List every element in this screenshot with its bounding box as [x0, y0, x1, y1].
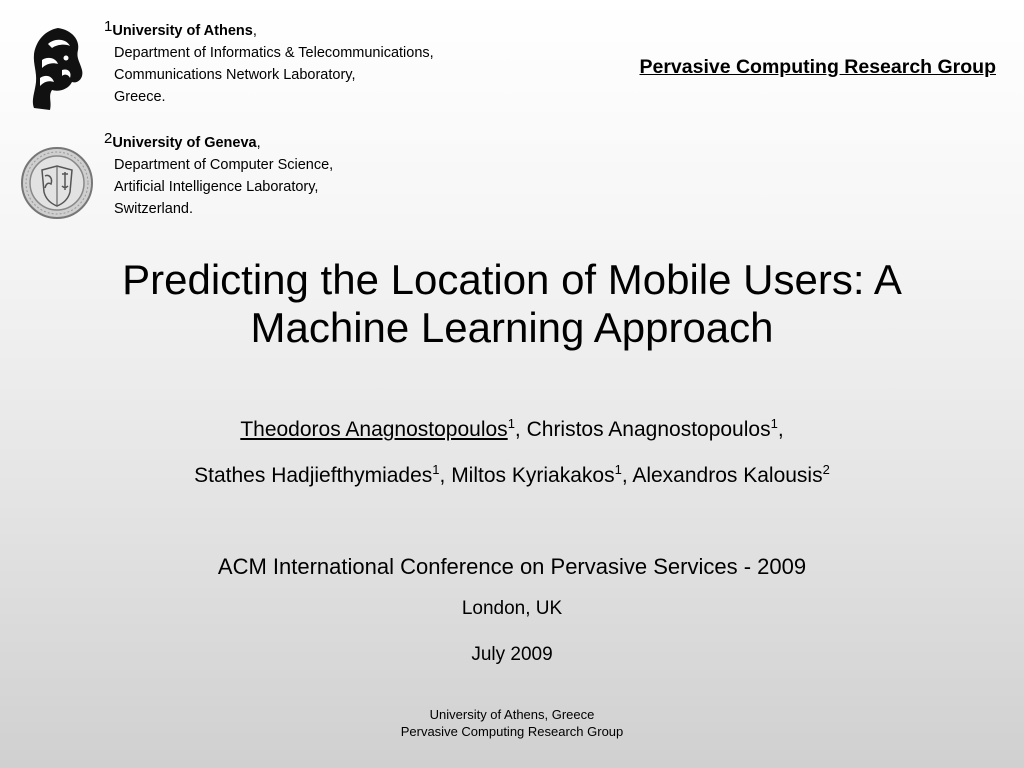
- author-marker: 1: [507, 416, 515, 431]
- author-name: Theodoros Anagnostopoulos: [240, 418, 508, 441]
- geneva-seal-icon: [20, 146, 94, 220]
- title-line-1: Predicting the Location of Mobile Users: A: [122, 256, 902, 303]
- authors-line-2: Stathes Hadjiefthymiades$^1$, Miltos Kyriakakos$^1$, Alexandros Kalousis$^2$: [194, 462, 830, 487]
- title-line-2: Machine Learning Approach: [250, 304, 774, 351]
- author-name: Christos Anagnostopoulos: [526, 418, 771, 441]
- author-marker: 1: [614, 462, 622, 477]
- author-marker: 1: [770, 416, 778, 431]
- affiliation-geneva: $^2$University of Geneva, Department of Computer Science, Artificial Intelligence Laboratory, Switzerland.: [104, 132, 333, 220]
- research-group-title: Pervasive Computing Research Group: [639, 56, 996, 78]
- affiliation-name: University of Geneva: [112, 135, 257, 151]
- athens-seal-icon: [28, 26, 88, 112]
- author-name: Stathes Hadjiefthymiades: [194, 464, 433, 487]
- footer-line-1: University of Athens, Greece: [429, 707, 595, 722]
- footer-line-2: Pervasive Computing Research Group: [400, 724, 624, 739]
- author-name: Miltos Kyriakakos: [451, 464, 615, 487]
- affiliation-line: Switzerland.: [114, 201, 193, 217]
- conference-name: ACM International Conference on Pervasive Services - 2009: [217, 554, 807, 579]
- affiliation-marker: 2: [104, 130, 113, 147]
- author-marker: 2: [822, 462, 830, 477]
- affiliation-line: Greece.: [114, 89, 166, 105]
- affiliation-marker: 1: [104, 18, 113, 35]
- affiliation-athens: $^1$University of Athens, Department of Informatics & Telecommunications, Communications Network Laboratory, Greece.: [104, 20, 434, 108]
- affiliation-line: Department of Informatics & Telecommunications,: [114, 45, 434, 61]
- affiliation-line: Department of Computer Science,: [114, 157, 334, 173]
- affiliation-name: University of Athens: [112, 23, 253, 39]
- footer: [60, 706, 964, 740]
- authors-line-1: Theodoros Anagnostopoulos$^1$, Christos Anagnostopoulos$^1$,: [240, 416, 784, 441]
- affiliation-line: Communications Network Laboratory,: [114, 67, 356, 83]
- page-title: [60, 256, 964, 352]
- conference-date: July 2009: [471, 644, 553, 665]
- conference-location: London, UK: [461, 598, 563, 619]
- author-marker: 1: [432, 462, 440, 477]
- author-name: Alexandros Kalousis: [632, 464, 823, 487]
- affiliation-line: Artificial Intelligence Laboratory,: [114, 179, 319, 195]
